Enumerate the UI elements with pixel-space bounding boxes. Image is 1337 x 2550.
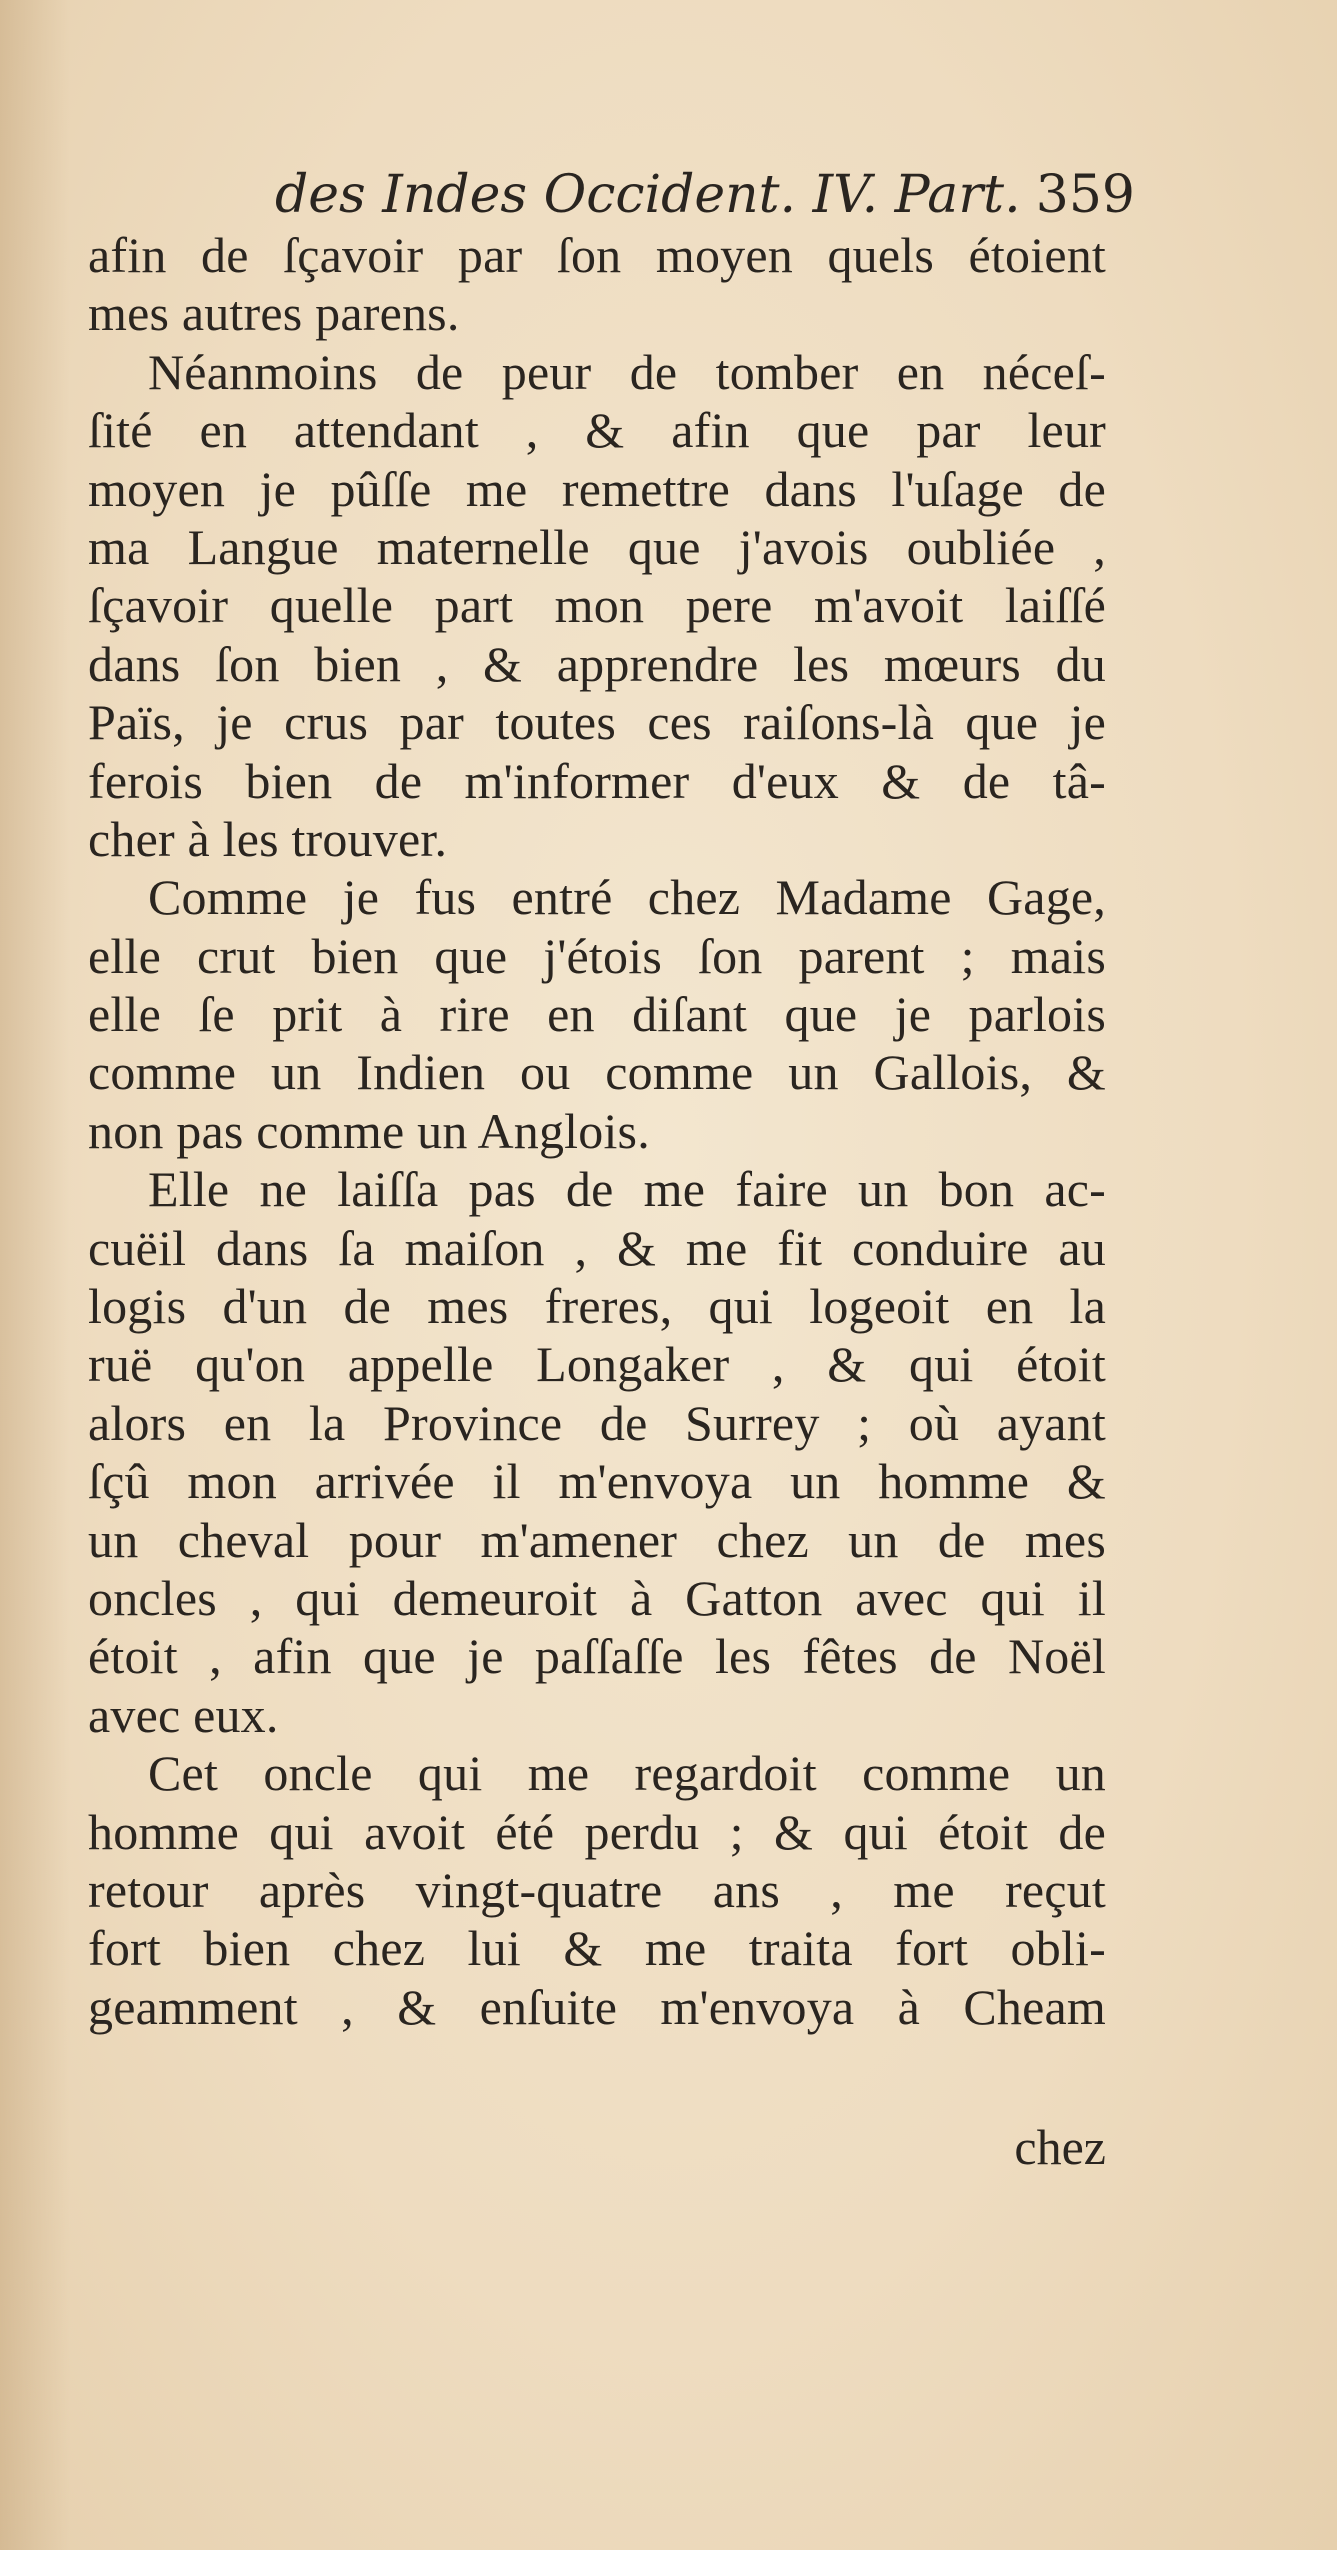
text-line: elle ſe prit à rire en diſant que je parlois <box>88 986 1106 1043</box>
text-line: logis d'un de mes freres, qui logeoit en la <box>88 1278 1106 1335</box>
text-line: ſçavoir quelle part mon pere m'avoit laiſſé <box>88 577 1106 634</box>
page-number: 359 <box>1035 165 1135 225</box>
text-line: homme qui avoit été perdu ; & qui étoit de <box>88 1803 1106 1860</box>
text-line: ſité en attendant , & afin que par leur <box>88 402 1106 459</box>
text-line: un cheval pour m'amener chez un de mes <box>88 1511 1106 1568</box>
text-line: Néanmoins de peur de tomber en néceſ- <box>148 343 1106 400</box>
text-line: non pas comme un Anglois. <box>88 1102 650 1159</box>
text-line: Cet oncle qui me regardoit comme un <box>148 1745 1106 1802</box>
text-line: moyen je pûſſe me remettre dans l'uſage de <box>88 460 1106 517</box>
text-line: elle crut bien que j'étois ſon parent ; mais <box>88 927 1106 984</box>
text-line: fort bien chez lui & me traita fort obli- <box>88 1920 1106 1977</box>
text-line: alors en la Province de Surrey ; où ayant <box>88 1394 1106 1451</box>
catchword: chez <box>1014 2119 1106 2175</box>
text-line: cuëil dans ſa maiſon , & me fit conduire au <box>88 1219 1106 1276</box>
text-line: retour après vingt-quatre ans , me reçut <box>88 1861 1106 1918</box>
running-head <box>275 160 1135 230</box>
body-text <box>88 226 1106 2036</box>
text-line: Elle ne laiſſa pas de me faire un bon ac- <box>148 1161 1106 1218</box>
text-line: afin de ſçavoir par ſon moyen quels étoient <box>88 227 1106 283</box>
text-line: ma Langue maternelle que j'avois oubliée , <box>88 518 1106 575</box>
text-line: étoit , afin que je paſſaſſe les fêtes de Noël <box>88 1628 1106 1685</box>
text-line: ſçû mon arrivée il m'envoya un homme & <box>88 1453 1106 1510</box>
text-line: Païs, je crus par toutes ces raiſons-là que je <box>88 694 1106 751</box>
text-line: comme un Indien ou comme un Gallois, & <box>88 1044 1106 1101</box>
text-line: ferois bien de m'informer d'eux & de tâ- <box>88 752 1106 809</box>
text-line: mes autres parens. <box>88 285 460 342</box>
text-line: oncles , qui demeuroit à Gatton avec qui il <box>88 1569 1106 1626</box>
text-line: cher à les trouver. <box>88 810 448 867</box>
page-shadow <box>0 0 70 2550</box>
text-line: dans ſon bien , & apprendre les mœurs du <box>88 635 1106 692</box>
text-line: geamment , & enſuite m'envoya à Cheam <box>88 1978 1106 2035</box>
text-line: ruë qu'on appelle Longaker , & qui étoit <box>88 1336 1106 1393</box>
text-line: Comme je fus entré chez Madame Gage, <box>148 869 1106 926</box>
text-line: avec eux. <box>88 1686 279 1743</box>
running-title: des Indes Occident. IV. Part. <box>275 165 1021 225</box>
